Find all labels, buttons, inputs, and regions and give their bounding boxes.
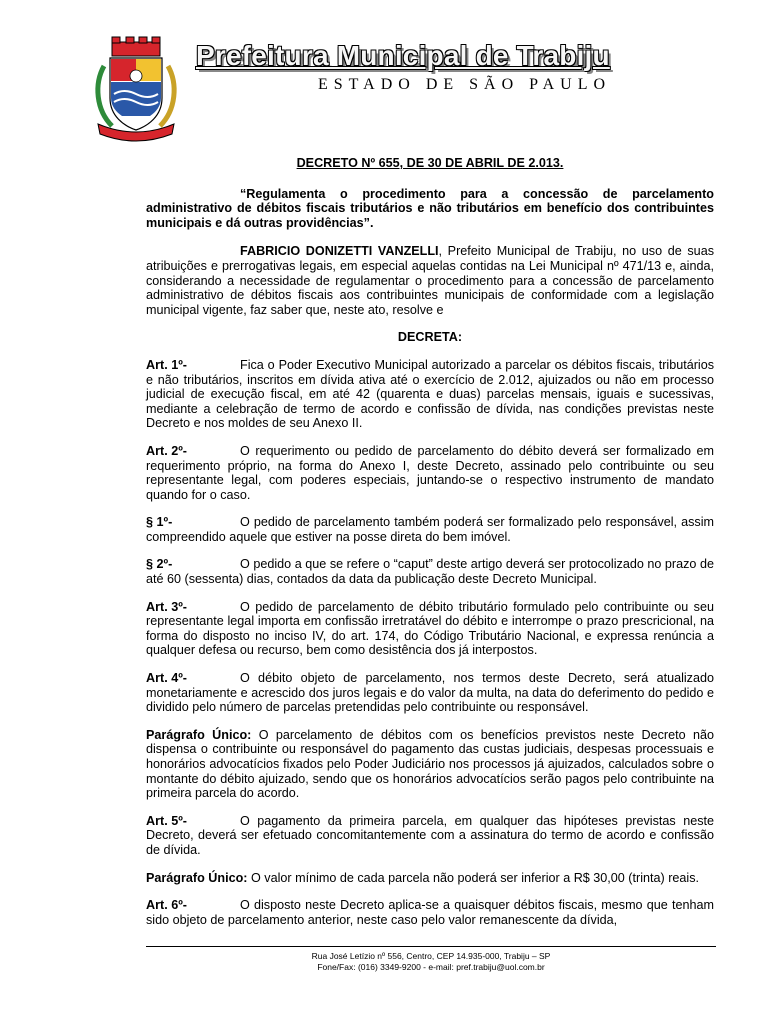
article-label: Art. 5º- <box>146 813 187 828</box>
footer-address: Rua José Letízio nº 556, Centro, CEP 14.935-000, Trabiju – SP <box>311 951 551 961</box>
paragraph-1 <box>146 515 714 544</box>
decree-preamble <box>146 244 714 317</box>
article-text: O disposto neste Decreto aplica-se a quaisquer débitos fiscais, mesmo que tenham sido objeto de parcelamento anterior, neste caso pelo valor remanescente da dívida, <box>146 898 714 927</box>
paragraph-2 <box>146 557 714 586</box>
article-3 <box>146 600 714 658</box>
footer <box>146 951 716 973</box>
article-label: Art. 6º- <box>146 898 187 913</box>
state-subtitle: ESTADO DE SÃO PAULO <box>318 76 612 93</box>
coat-of-arms-icon <box>90 36 182 146</box>
article-label: Art. 2º- <box>146 443 187 458</box>
article-text: O pedido de parcelamento de débito tributário formulado pelo contribuinte ou seu representante legal importa em confissão irretratável do débito e interrompe o prazo prescricional, na forma do disposto no inciso IV, do art. 174, do Código Tributário Nacional, e expressa renúncia a qualquer defesa ou recurso, bem como desistência dos já interpostos. <box>146 599 714 658</box>
article-text: O requerimento ou pedido de parcelamento do débito deverá ser formalizado em requerimento próprio, na forma do Anexo I, deste Decreto, assinado pelo contribuinte ou seu representante legal, com poderes especiais, juntando-se o respectivo instrumento de mandato quando for o caso. <box>146 443 714 502</box>
document-body <box>146 156 714 940</box>
page-title: Prefeitura Municipal de Trabiju <box>196 40 610 71</box>
article-label: Art. 4º- <box>146 671 187 686</box>
article-text: O pedido de parcelamento também poderá ser formalizado pelo responsável, assim compreendido aquele que estiver na posse direta do bem imóvel. <box>146 515 714 544</box>
paragraph-label: Parágrafo Único: <box>146 727 252 742</box>
preamble-text: , Prefeito Municipal de Trabiju, no uso de suas atribuições e prerrogativas legais, em especial aquelas contidas na Lei Municipal nº 471/13 e, ainda, considerando a necessidade de regulamentar o procedimento para a concessão de parcelamento administrativo de débitos fiscais aos contribuintes municipais de conformidade com a legislação municipal vigente, faz saber que, neste ato, resolve e <box>146 244 714 317</box>
article-5 <box>146 814 714 858</box>
paragraph-text: O parcelamento de débitos com os benefícios previstos neste Decreto não dispensa o contribuinte ou responsável do pagamento das custas judiciais, despesas processuais e honorários advocatícios fixados pelo Poder Judiciário nos processos já ajuizados, calculados sobre o montante do débito ajuizado, sendo que os honorários advocatícios serão pagos pelo contribuinte na primeira parcela do acordo. <box>146 727 714 801</box>
sole-paragraph-1 <box>146 728 714 801</box>
article-label: Art. 1º- <box>146 357 187 372</box>
footer-divider <box>146 946 716 947</box>
article-text: O pedido a que se refere o “caput” deste artigo deverá ser protocolizado no prazo de até 60 (sessenta) dias, contados da data da publicação deste Decreto Municipal. <box>146 557 714 587</box>
article-6 <box>146 898 714 927</box>
article-text: O pagamento da primeira parcela, em qualquer das hipóteses previstas neste Decreto, deverá ser efetuado concomitantemente com a assinatura do termo de acordo e confissão de dívida. <box>146 813 714 857</box>
article-text: Fica o Poder Executivo Municipal autorizado a parcelar os débitos fiscais, tributários e não tributários, inscritos em dívida ativa até o exercício de 2.012, ajuizados ou não em processo judicial de execução fiscal, em até 42 (quarenta e duas) parcelas mensais, iguais e sucessivas, mediante a celebração de termo de acordo e confissão de dívida, nas condições previstas neste Decreto e nos moldes de seu Anexo II. <box>146 357 714 431</box>
decree-title: DECRETO Nº 655, DE 30 DE ABRIL DE 2.013. <box>296 156 564 170</box>
article-1 <box>146 358 714 431</box>
paragraph-label: Parágrafo Único: <box>146 870 248 885</box>
paragraph-text: O valor mínimo de cada parcela não poderá ser inferior a R$ 30,00 (trinta) reais. <box>247 870 699 885</box>
decree-ementa: “Regulamenta o procedimento para a concessão de parcelamento administrativo de débitos fiscais tributários e não tributários em benefício dos contribuintes municipais e dá outras providências”. <box>146 186 714 230</box>
footer-contact: Fone/Fax: (016) 3349-9200 - e-mail: pref.trabiju@uol.com.br <box>317 962 545 972</box>
article-label: § 2º- <box>146 557 173 572</box>
article-2 <box>146 444 714 502</box>
letterhead <box>0 0 770 150</box>
article-text: O débito objeto de parcelamento, nos termos deste Decreto, será atualizado monetariamente e acrescido dos juros legais e do valor da multa, na data do deferimento do pedido e dividido pelo número de parcelas pretendidas pelo contribuinte ou responsável. <box>146 671 714 715</box>
decreta-heading: DECRETA: <box>397 330 463 345</box>
article-label: § 1º- <box>146 515 173 530</box>
mayor-name: FABRICIO DONIZETTI VANZELLI <box>240 244 439 259</box>
sole-paragraph-2 <box>146 871 714 886</box>
article-label: Art. 3º- <box>146 599 187 614</box>
article-4 <box>146 671 714 715</box>
